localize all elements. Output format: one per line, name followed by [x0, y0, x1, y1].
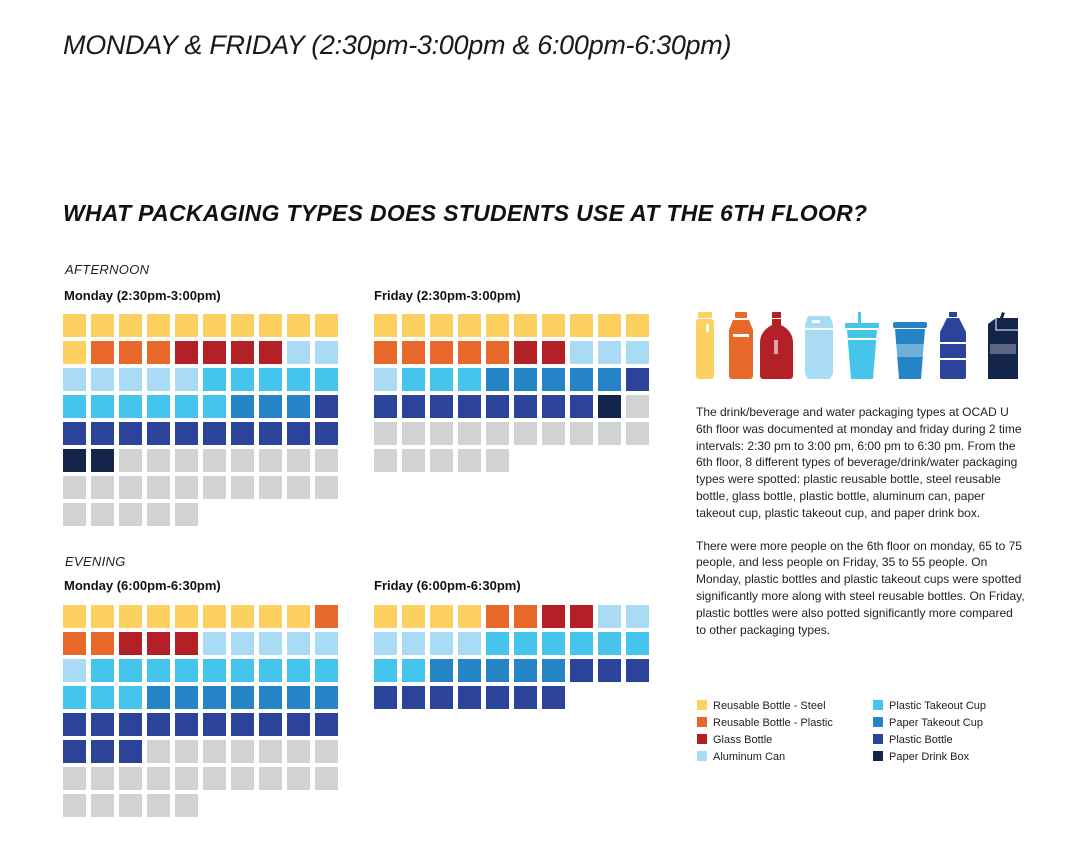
waffle-cell-empty — [91, 503, 114, 526]
waffle-cell-glass — [514, 341, 537, 364]
waffle-cell-steel — [63, 605, 86, 628]
waffle-cell-plastic-cup — [91, 686, 114, 709]
waffle-cell-plastic-cup — [570, 632, 593, 655]
waffle-cell-plastic-cup — [203, 659, 226, 682]
legend-swatch — [697, 717, 707, 727]
waffle-cell-plastic-cup — [119, 686, 142, 709]
waffle-cell-reusable-plastic — [430, 341, 453, 364]
waffle-cell-plastic-cup — [542, 632, 565, 655]
waffle-cell-empty — [315, 767, 338, 790]
legend-label: Plastic Bottle — [889, 734, 953, 746]
waffle-cell-plastic-cup — [315, 659, 338, 682]
waffle-cell-paper-cup — [486, 659, 509, 682]
waffle-cell-steel — [119, 314, 142, 337]
legend-swatch — [697, 734, 707, 744]
waffle-cell-plastic-bottle — [63, 422, 86, 445]
waffle-cell-plastic-bottle — [315, 422, 338, 445]
waffle-cell-can — [287, 632, 310, 655]
waffle-cell-plastic-cup — [430, 368, 453, 391]
waffle-cell-glass — [570, 605, 593, 628]
waffle-cell-plastic-bottle — [514, 395, 537, 418]
waffle-cell-plastic-bottle — [203, 422, 226, 445]
waffle-cell-plastic-bottle — [231, 713, 254, 736]
panel-title-friday-evening: Friday (6:00pm-6:30pm) — [374, 578, 521, 593]
waffle-cell-plastic-cup — [402, 659, 425, 682]
waffle-cell-glass — [542, 605, 565, 628]
waffle-cell-plastic-bottle — [374, 395, 397, 418]
waffle-cell-steel — [458, 605, 481, 628]
waffle-cell-plastic-cup — [231, 659, 254, 682]
waffle-cell-plastic-bottle — [259, 422, 282, 445]
waffle-cell-plastic-bottle — [402, 686, 425, 709]
waffle-cell-plastic-cup — [119, 395, 142, 418]
waffle-cell-plastic-bottle — [542, 395, 565, 418]
waffle-cell-steel — [203, 605, 226, 628]
waffle-cell-plastic-bottle — [147, 422, 170, 445]
waffle-cell-plastic-bottle — [374, 686, 397, 709]
waffle-cell-glass — [542, 341, 565, 364]
waffle-cell-steel — [91, 605, 114, 628]
waffle-cell-plastic-bottle — [91, 422, 114, 445]
waffle-cell-reusable-plastic — [402, 341, 425, 364]
waffle-cell-empty — [315, 740, 338, 763]
legend-label: Plastic Takeout Cup — [889, 700, 987, 712]
waffle-cell-can — [315, 341, 338, 364]
waffle-cell-can — [374, 368, 397, 391]
waffle-cell-empty — [542, 422, 565, 445]
waffle-cell-glass — [175, 632, 198, 655]
waffle-cell-paper-cup — [486, 368, 509, 391]
waffle-cell-plastic-cup — [91, 395, 114, 418]
waffle-cell-empty — [203, 449, 226, 472]
waffle-cell-steel — [430, 605, 453, 628]
waffle-cell-empty — [91, 794, 114, 817]
waffle-cell-steel — [203, 314, 226, 337]
waffle-cell-reusable-plastic — [119, 341, 142, 364]
waffle-cell-plastic-bottle — [287, 713, 310, 736]
waffle-cell-drink-box — [91, 449, 114, 472]
waffle-cell-steel — [486, 314, 509, 337]
waffle-cell-empty — [231, 767, 254, 790]
chart-title: WHAT PACKAGING TYPES DOES STUDENTS USE AT THE 6TH FLOOR? — [63, 200, 868, 226]
waffle-cell-plastic-cup — [514, 632, 537, 655]
waffle-cell-plastic-cup — [598, 632, 621, 655]
waffle-cell-empty — [315, 476, 338, 499]
waffle-cell-empty — [175, 449, 198, 472]
waffle-cell-can — [231, 632, 254, 655]
legend-label: Reusable Bottle - Plastic — [713, 717, 833, 729]
legend-item-paper-cup — [873, 717, 983, 729]
legend-item-drink-box — [873, 751, 969, 763]
waffle-cell-can — [402, 632, 425, 655]
legend-swatch — [697, 751, 707, 761]
waffle-grid-friday-afternoon — [374, 314, 649, 472]
waffle-cell-can — [598, 341, 621, 364]
waffle-cell-empty — [175, 767, 198, 790]
waffle-cell-paper-cup — [147, 686, 170, 709]
waffle-cell-plastic-bottle — [542, 686, 565, 709]
waffle-cell-empty — [430, 422, 453, 445]
waffle-cell-empty — [514, 422, 537, 445]
waffle-cell-drink-box — [63, 449, 86, 472]
waffle-cell-empty — [570, 422, 593, 445]
waffle-cell-empty — [231, 740, 254, 763]
waffle-cell-plastic-bottle — [287, 422, 310, 445]
legend-item-reusable-plastic — [697, 717, 833, 729]
waffle-cell-empty — [458, 449, 481, 472]
waffle-cell-plastic-cup — [175, 659, 198, 682]
legend-label: Aluminum Can — [713, 751, 786, 763]
legend-item-can — [697, 751, 785, 763]
waffle-cell-plastic-bottle — [119, 713, 142, 736]
waffle-cell-steel — [402, 314, 425, 337]
waffle-cell-plastic-bottle — [486, 395, 509, 418]
waffle-cell-plastic-cup — [119, 659, 142, 682]
waffle-cell-steel — [63, 314, 86, 337]
waffle-cell-steel — [374, 314, 397, 337]
waffle-cell-steel — [542, 314, 565, 337]
waffle-cell-empty — [626, 395, 649, 418]
waffle-cell-empty — [287, 740, 310, 763]
waffle-cell-plastic-cup — [175, 395, 198, 418]
legend-label: Paper Drink Box — [889, 751, 970, 763]
afternoon-label: AFTERNOON — [65, 262, 150, 277]
waffle-cell-empty — [402, 449, 425, 472]
waffle-cell-plastic-bottle — [119, 422, 142, 445]
waffle-cell-can — [91, 368, 114, 391]
waffle-cell-plastic-cup — [231, 368, 254, 391]
waffle-cell-empty — [63, 476, 86, 499]
waffle-cell-can — [63, 659, 86, 682]
waffle-cell-can — [430, 632, 453, 655]
waffle-cell-can — [570, 341, 593, 364]
waffle-cell-empty — [91, 767, 114, 790]
waffle-cell-steel — [231, 605, 254, 628]
legend-label: Reusable Bottle - Steel — [713, 700, 826, 712]
plastic-cup-icon — [845, 312, 879, 379]
waffle-cell-reusable-plastic — [486, 341, 509, 364]
waffle-cell-steel — [147, 605, 170, 628]
waffle-cell-empty — [374, 449, 397, 472]
waffle-cell-paper-cup — [514, 368, 537, 391]
waffle-cell-can — [315, 632, 338, 655]
waffle-cell-empty — [430, 449, 453, 472]
waffle-cell-empty — [626, 422, 649, 445]
legend-item-glass — [697, 734, 772, 746]
waffle-cell-plastic-bottle — [514, 686, 537, 709]
waffle-cell-empty — [119, 449, 142, 472]
waffle-cell-paper-cup — [598, 368, 621, 391]
waffle-cell-paper-cup — [259, 686, 282, 709]
waffle-cell-empty — [259, 476, 282, 499]
waffle-cell-empty — [259, 767, 282, 790]
waffle-cell-drink-box — [598, 395, 621, 418]
waffle-cell-plastic-bottle — [315, 713, 338, 736]
waffle-cell-glass — [175, 341, 198, 364]
description-paragraph-1: The drink/beverage and water packaging types at OCAD U 6th floor was documented at monday and friday during 2 time intervals: 2:30 pm to 3:00 pm, 6:00 pm to 6:30 pm. From the 6th floor, 8 different types of beverage/drink/water packaging types were spotted: plastic reusable bottle, steel reusable bottle, glass bottle, plastic bottle, aluminum can, paper takeout cup, plastic takeout cup, and paper drink box. — [696, 405, 1022, 520]
waffle-cell-empty — [147, 476, 170, 499]
waffle-cell-can — [119, 368, 142, 391]
waffle-cell-plastic-cup — [63, 395, 86, 418]
waffle-cell-plastic-cup — [486, 632, 509, 655]
panel-title-friday-afternoon: Friday (2:30pm-3:00pm) — [374, 288, 521, 303]
glass-bottle-icon — [760, 312, 793, 379]
waffle-cell-can — [458, 632, 481, 655]
waffle-cell-plastic-cup — [203, 395, 226, 418]
waffle-cell-empty — [598, 422, 621, 445]
waffle-cell-glass — [203, 341, 226, 364]
waffle-cell-empty — [287, 449, 310, 472]
waffle-grid-monday-afternoon — [63, 314, 338, 526]
waffle-cell-paper-cup — [231, 686, 254, 709]
waffle-grid-monday-evening — [63, 605, 338, 817]
waffle-cell-plastic-cup — [63, 686, 86, 709]
waffle-cell-empty — [259, 449, 282, 472]
waffle-cell-glass — [259, 341, 282, 364]
waffle-cell-empty — [119, 767, 142, 790]
waffle-cell-can — [63, 368, 86, 391]
waffle-cell-plastic-cup — [374, 659, 397, 682]
waffle-cell-paper-cup — [287, 395, 310, 418]
waffle-cell-can — [175, 368, 198, 391]
waffle-cell-can — [147, 368, 170, 391]
waffle-cell-reusable-plastic — [458, 341, 481, 364]
waffle-cell-plastic-cup — [315, 368, 338, 391]
waffle-cell-empty — [119, 503, 142, 526]
panel-title-monday-evening: Monday (6:00pm-6:30pm) — [64, 578, 221, 593]
waffle-cell-can — [374, 632, 397, 655]
waffle-cell-plastic-bottle — [63, 713, 86, 736]
waffle-cell-plastic-bottle — [175, 713, 198, 736]
waffle-cell-plastic-bottle — [231, 422, 254, 445]
waffle-cell-can — [259, 632, 282, 655]
panel-title-monday-afternoon: Monday (2:30pm-3:00pm) — [64, 288, 221, 303]
waffle-cell-paper-cup — [458, 659, 481, 682]
waffle-cell-paper-cup — [231, 395, 254, 418]
paper-cup-icon — [893, 322, 927, 379]
waffle-cell-steel — [315, 314, 338, 337]
waffle-cell-empty — [203, 476, 226, 499]
waffle-cell-plastic-bottle — [203, 713, 226, 736]
waffle-cell-empty — [374, 422, 397, 445]
description — [696, 404, 1026, 654]
waffle-cell-plastic-cup — [402, 368, 425, 391]
waffle-cell-reusable-plastic — [514, 605, 537, 628]
waffle-cell-plastic-bottle — [147, 713, 170, 736]
waffle-cell-steel — [63, 341, 86, 364]
waffle-cell-plastic-bottle — [626, 659, 649, 682]
waffle-cell-steel — [259, 314, 282, 337]
waffle-cell-empty — [287, 476, 310, 499]
waffle-cell-plastic-bottle — [626, 368, 649, 391]
waffle-cell-empty — [147, 449, 170, 472]
waffle-cell-empty — [231, 449, 254, 472]
waffle-cell-plastic-bottle — [430, 686, 453, 709]
legend-label: Glass Bottle — [713, 734, 773, 746]
waffle-cell-plastic-bottle — [91, 740, 114, 763]
waffle-cell-steel — [259, 605, 282, 628]
waffle-cell-paper-cup — [287, 686, 310, 709]
waffle-cell-plastic-cup — [259, 368, 282, 391]
waffle-cell-steel — [402, 605, 425, 628]
waffle-cell-reusable-plastic — [486, 605, 509, 628]
waffle-cell-plastic-cup — [287, 659, 310, 682]
drink-box-icon — [988, 312, 1018, 379]
waffle-cell-plastic-bottle — [119, 740, 142, 763]
waffle-cell-paper-cup — [203, 686, 226, 709]
waffle-cell-reusable-plastic — [91, 341, 114, 364]
waffle-cell-empty — [315, 449, 338, 472]
waffle-cell-steel — [626, 314, 649, 337]
waffle-cell-plastic-cup — [626, 632, 649, 655]
waffle-cell-can — [203, 632, 226, 655]
waffle-cell-empty — [147, 794, 170, 817]
page-header: MONDAY & FRIDAY (2:30pm-3:00pm & 6:00pm-6:30pm) — [63, 30, 732, 60]
waffle-cell-glass — [231, 341, 254, 364]
waffle-cell-empty — [175, 503, 198, 526]
waffle-cell-steel — [119, 605, 142, 628]
plastic-bottle-reusable-icon — [729, 312, 753, 379]
legend-label: Paper Takeout Cup — [889, 717, 983, 729]
waffle-cell-paper-cup — [175, 686, 198, 709]
waffle-cell-plastic-bottle — [63, 740, 86, 763]
waffle-cell-steel — [287, 605, 310, 628]
waffle-cell-paper-cup — [542, 659, 565, 682]
waffle-cell-empty — [402, 422, 425, 445]
waffle-cell-steel — [598, 314, 621, 337]
waffle-cell-reusable-plastic — [374, 341, 397, 364]
waffle-cell-empty — [231, 476, 254, 499]
legend-item-plastic-cup — [873, 700, 986, 712]
waffle-cell-plastic-cup — [147, 659, 170, 682]
waffle-cell-reusable-plastic — [63, 632, 86, 655]
waffle-cell-paper-cup — [430, 659, 453, 682]
waffle-cell-plastic-bottle — [486, 686, 509, 709]
waffle-cell-reusable-plastic — [91, 632, 114, 655]
waffle-cell-plastic-bottle — [458, 395, 481, 418]
waffle-cell-can — [598, 605, 621, 628]
waffle-cell-paper-cup — [570, 368, 593, 391]
waffle-cell-empty — [147, 503, 170, 526]
waffle-cell-empty — [63, 794, 86, 817]
aluminum-can-icon — [805, 316, 833, 379]
waffle-cell-steel — [458, 314, 481, 337]
packaging-icons-row — [693, 312, 1023, 382]
waffle-cell-plastic-bottle — [570, 395, 593, 418]
waffle-cell-empty — [486, 449, 509, 472]
description-paragraph-2: There were more people on the 6th floor on monday, 65 to 75 people, and less people on Friday, 35 to 55 people. On Monday, plastic bottles and plastic takeout cups were spotted significantly more along with steel reusable bottles. On Friday, plastic bottles were also potted significantly more compared to other packaging types. — [696, 538, 1025, 637]
waffle-cell-paper-cup — [514, 659, 537, 682]
waffle-cell-steel — [374, 605, 397, 628]
waffle-cell-plastic-cup — [147, 395, 170, 418]
waffle-cell-plastic-bottle — [430, 395, 453, 418]
waffle-cell-paper-cup — [259, 395, 282, 418]
steel-bottle-icon — [696, 312, 714, 379]
legend-item-plastic-bottle — [873, 734, 953, 746]
waffle-cell-plastic-bottle — [315, 395, 338, 418]
waffle-cell-plastic-cup — [203, 368, 226, 391]
waffle-cell-paper-cup — [542, 368, 565, 391]
waffle-cell-plastic-bottle — [598, 659, 621, 682]
legend-swatch — [873, 717, 883, 727]
waffle-cell-plastic-bottle — [259, 713, 282, 736]
waffle-cell-reusable-plastic — [315, 605, 338, 628]
waffle-cell-empty — [175, 476, 198, 499]
waffle-cell-steel — [147, 314, 170, 337]
waffle-cell-empty — [63, 503, 86, 526]
waffle-cell-empty — [486, 422, 509, 445]
waffle-grid-friday-evening — [374, 605, 649, 709]
waffle-cell-plastic-bottle — [175, 422, 198, 445]
evening-label: EVENING — [65, 554, 126, 569]
waffle-cell-can — [626, 341, 649, 364]
waffle-cell-can — [287, 341, 310, 364]
plastic-water-bottle-icon — [940, 312, 966, 379]
waffle-cell-plastic-cup — [259, 659, 282, 682]
waffle-cell-steel — [175, 314, 198, 337]
waffle-cell-steel — [91, 314, 114, 337]
waffle-cell-plastic-cup — [91, 659, 114, 682]
waffle-cell-empty — [119, 476, 142, 499]
waffle-cell-empty — [119, 794, 142, 817]
legend-swatch — [873, 734, 883, 744]
legend-swatch — [873, 700, 883, 710]
waffle-cell-empty — [147, 740, 170, 763]
waffle-cell-empty — [259, 740, 282, 763]
waffle-cell-can — [626, 605, 649, 628]
waffle-cell-empty — [287, 767, 310, 790]
waffle-cell-steel — [175, 605, 198, 628]
legend-swatch — [873, 751, 883, 761]
waffle-cell-plastic-bottle — [91, 713, 114, 736]
waffle-cell-steel — [514, 314, 537, 337]
waffle-cell-steel — [231, 314, 254, 337]
waffle-cell-empty — [147, 767, 170, 790]
waffle-cell-empty — [203, 740, 226, 763]
waffle-cell-plastic-cup — [458, 368, 481, 391]
waffle-cell-empty — [175, 740, 198, 763]
waffle-cell-steel — [430, 314, 453, 337]
waffle-cell-steel — [570, 314, 593, 337]
waffle-cell-empty — [175, 794, 198, 817]
waffle-cell-empty — [458, 422, 481, 445]
waffle-cell-empty — [91, 476, 114, 499]
waffle-cell-plastic-bottle — [458, 686, 481, 709]
waffle-cell-plastic-bottle — [402, 395, 425, 418]
waffle-cell-reusable-plastic — [147, 341, 170, 364]
waffle-cell-steel — [287, 314, 310, 337]
legend-item-steel — [697, 700, 826, 712]
waffle-cell-plastic-bottle — [570, 659, 593, 682]
legend-swatch — [697, 700, 707, 710]
waffle-cell-plastic-cup — [287, 368, 310, 391]
waffle-cell-glass — [119, 632, 142, 655]
waffle-cell-empty — [63, 767, 86, 790]
waffle-cell-paper-cup — [315, 686, 338, 709]
waffle-cell-empty — [203, 767, 226, 790]
waffle-cell-glass — [147, 632, 170, 655]
